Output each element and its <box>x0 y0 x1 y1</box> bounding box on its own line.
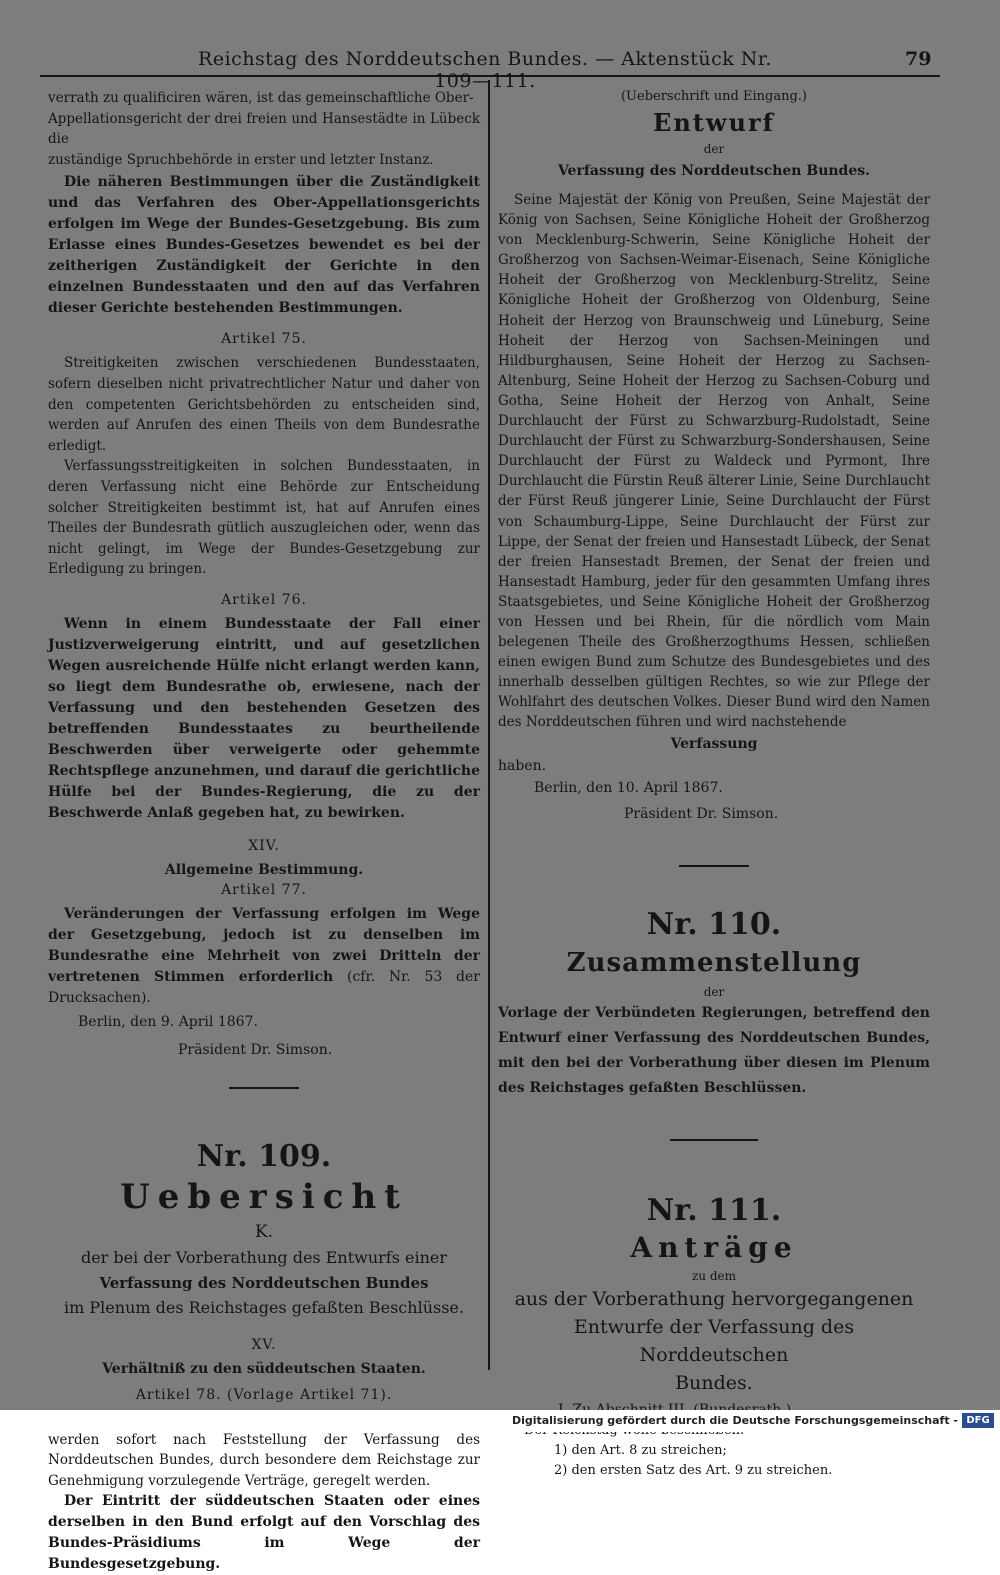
nr-111-heading: Nr. 111. <box>646 1192 782 1228</box>
article-77-bold-text: Veränderungen der Verfassung erfolgen im Wege der Gesetzgebung, jedoch ist zu denselben im Bundesrathe eine Mehrheit von zwei Dritteln der vertretenen Stimmen erforderlich <box>48 905 480 985</box>
signature-left: Präsident Dr. Simson. <box>178 1041 333 1058</box>
article-78-paragraph-2: Der Eintritt der süddeutschen Staaten oder eines derselben in den Bund erfolgt auf den Vorschlag des Bundes-Präsidiums im Wege der Bundesgesetzgebung. <box>48 1493 480 1573</box>
section-xv-title: Verhältniß zu den süddeutschen Staaten. <box>102 1360 426 1377</box>
right-column <box>498 88 930 1481</box>
verfassung-title: Verfassung des Norddeutschen Bundes. <box>557 163 871 179</box>
nr-110-title: Zusammenstellung <box>566 947 862 978</box>
article-78-paragraph-1: werden sofort nach Feststellung der Verfassung des Norddeutschen Bundes, durch besondere dem Reichstage zur Genehmigung vorzulegende Verträge, geregelt werden. <box>48 1431 480 1489</box>
running-header: Reichstag des Norddeutschen Bundes. — Aktenstück Nr. 109—111. <box>198 48 772 92</box>
nr-109-line-1: der bei der Vorberathung des Entwurfs einer <box>80 1247 448 1267</box>
nr-109-heading: Nr. 109. <box>196 1138 332 1174</box>
nr-110-heading: Nr. 110. <box>646 906 782 942</box>
opening-line-1: verrath zu qualificiren wären, ist das gemeinschaftliche Ober- <box>48 90 474 106</box>
column-divider <box>488 80 490 1370</box>
footer-credit: Digitalisierung gefördert durch die Deutsche Forschungsgemeinschaft - <box>511 1414 958 1427</box>
opening-line-2: Appellationsgericht der drei freien und Hansestädte in Lübeck die <box>48 110 480 148</box>
section-xiv: XIV. <box>248 837 280 854</box>
verfassung-word: Verfassung <box>670 735 758 752</box>
footer-bar <box>0 1410 1000 1432</box>
nr-111-line-3: Bundes. <box>675 1371 753 1394</box>
dfg-logo: DFG <box>962 1413 994 1428</box>
nr-109-letter: K. <box>254 1221 274 1242</box>
motion-item-2: 2) den ersten Satz des Art. 9 zu streichen. <box>554 1462 833 1478</box>
nr-111-title: Anträge <box>630 1230 798 1264</box>
nr-111-line-2: Entwurfe der Verfassung des Norddeutschen <box>573 1315 855 1366</box>
nr-109-line-2: Verfassung des Norddeutschen Bundes <box>99 1273 429 1292</box>
article-75-heading: Artikel 75. <box>221 331 307 348</box>
left-column <box>48 88 480 1575</box>
article-77-paragraph <box>48 904 480 1009</box>
opening-line-3: zuständige Spruchbehörde in erster und letzter Instanz. <box>48 151 434 168</box>
article-77-reference: (cfr. Nr. 53 der Drucksachen). <box>48 968 480 1006</box>
nr-109-line-3: im Plenum des Reichstages gefaßten Beschlüsse. <box>64 1297 464 1317</box>
caption: (Ueberschrift und Eingang.) <box>620 89 807 104</box>
nr-111-line-1: aus der Vorberathung hervorgegangenen <box>514 1287 914 1310</box>
nr-111-zu-dem: zu dem <box>691 1268 737 1283</box>
article-75-paragraph-2: Verfassungsstreitigkeiten in solchen Bundesstaaten, in deren Verfassung nicht eine Behörde zur Entscheidung solcher Streitigkeiten bestimmt ist, hat auf Anrufen eines Theiles der Bundesrath gütlich auszugleichen oder, wenn das nicht gelingt, im Wege der Bundes-Gesetzgebung zur Erledigung zu bringen. <box>48 458 480 578</box>
entwurf-title: Entwurf <box>653 108 775 137</box>
date-line-right: Berlin, den 10. April 1867. <box>534 779 723 796</box>
nr-109-title: Uebersicht <box>120 1176 408 1217</box>
article-76-heading: Artikel 76. <box>221 591 307 608</box>
section-xiv-title: Allgemeine Bestimmung. <box>164 861 364 878</box>
article-75-paragraph-1: Streitigkeiten zwischen verschiedenen Bundesstaaten, sofern dieselben nicht privatrechtlicher Natur und daher von den competenten Gerichtsbehörden zu entscheiden sind, werden auf Anrufen des einen Theils von dem Bundesrathe erledigt. <box>48 355 480 454</box>
header-rule <box>40 75 940 77</box>
der-line: der <box>703 142 725 156</box>
article-76-paragraph: Wenn in einem Bundesstaate der Fall einer Justizverweigerung eintritt, und auf gesetzlichen Wegen ausreichende Hülfe nicht erlangt werden kann, so liegt dem Bundesrathe ob, erwiesene, nach der Verfassung und den bestehenden Gesetzen des betreffenden Bundesstaates zu beurtheilende Beschwerden über verweigerte oder gehemmte Rechtspflege anzunehmen, und darauf die gerichtliche Hülfe bei der Bundes-Regierung, die zu der Beschwerde Anlaß gegeben hat, zu bewirken. <box>48 615 480 821</box>
nr-110-der: der <box>703 984 725 999</box>
article-78-heading: Artikel 78. (Vorlage Artikel 71). <box>135 1386 393 1403</box>
date-line-left: Berlin, den 9. April 1867. <box>78 1013 258 1030</box>
haben-line: haben. <box>498 757 547 774</box>
jurisdiction-paragraph: Die näheren Bestimmungen über die Zuständigkeit und das Verfahren des Ober-Appellationsgerichts erfolgen im Wege der Bundes-Gesetzgebung. Bis zum Erlasse eines Bundes-Gesetzes bewendet es bei der zeitherigen Zuständigkeit der Gerichte in den einzelnen Bundesstaaten und den auf das Verfahren dieser Gerichte bestehenden Bestimmungen. <box>48 174 480 317</box>
section-xv: XV. <box>251 1336 277 1353</box>
article-77-heading: Artikel 77. <box>221 881 307 898</box>
page-number: 79 <box>905 48 932 70</box>
preamble: Seine Majestät der König von Preußen, Seine Majestät der König von Sachsen, Seine Königliche Hoheit der Großherzog von Mecklenburg-Schwerin, Seine Königliche Hoheit der Großherzog von Sachsen-Weimar-Eisenach, Seine Königliche Hoheit der Großherzog von Mecklenburg-Strelitz, Seine Königliche Hoheit der Großherzog von Oldenburg, Seine Hoheit der Herzog von Braunschweig und Lüneburg, Seine Hoheit der Herzog von Sachsen-Meiningen und Hildburghausen, Seine Hoheit der Herzog zu Sachsen-Altenburg, Seine Hoheit der Herzog zu Sachsen-Coburg und Gotha, Seine Hoheit der Herzog von Anhalt, Seine Durchlaucht der Fürst zu Schwarzburg-Rudolstadt, Seine Durchlaucht der Fürst zu Schwarzburg-Sondershausen, Seine Durchlaucht der Fürst zu Waldeck und Pyrmont, Ihre Durchlaucht die Fürstin Reuß älterer Linie, Seine Durchlaucht der Fürst Reuß jüngerer Linie, Seine Durchlaucht der Fürst von Schaumburg-Lippe, Seine Durchlaucht der Fürst zur Lippe, der Senat der freien und Hansestadt Lübeck, der Senat der freien Hansestadt Bremen, der Senat der freien und Hansestadt Hamburg, jeder für den gesammten Umfang ihres Staatsgebietes, und Seine Königliche Hoheit der Großherzog von Hessen und bei Rhein, für die nördlich vom Main belegenen Theile des Großherzogthums Hessen, schließen einen ewigen Bund zum Schutze des Bundesgebietes und des innerhalb desselben gültigen Rechtes, so wie zur Pflege der Wohlfahrt des deutschen Volkes. Dieser Bund wird den Namen des Norddeutschen führen und wird nachstehende <box>498 192 930 731</box>
nr-110-body: Vorlage der Verbündeten Regierungen, betreffend den Entwurf einer Verfassung des Norddeutschen Bundes, mit den bei der Vorberathung über diesen im Plenum des Reichstages gefaßten Beschlüssen. <box>498 1004 930 1096</box>
motion-item-1: 1) den Art. 8 zu streichen; <box>554 1442 727 1458</box>
signature-right: Präsident Dr. Simson. <box>624 805 779 822</box>
